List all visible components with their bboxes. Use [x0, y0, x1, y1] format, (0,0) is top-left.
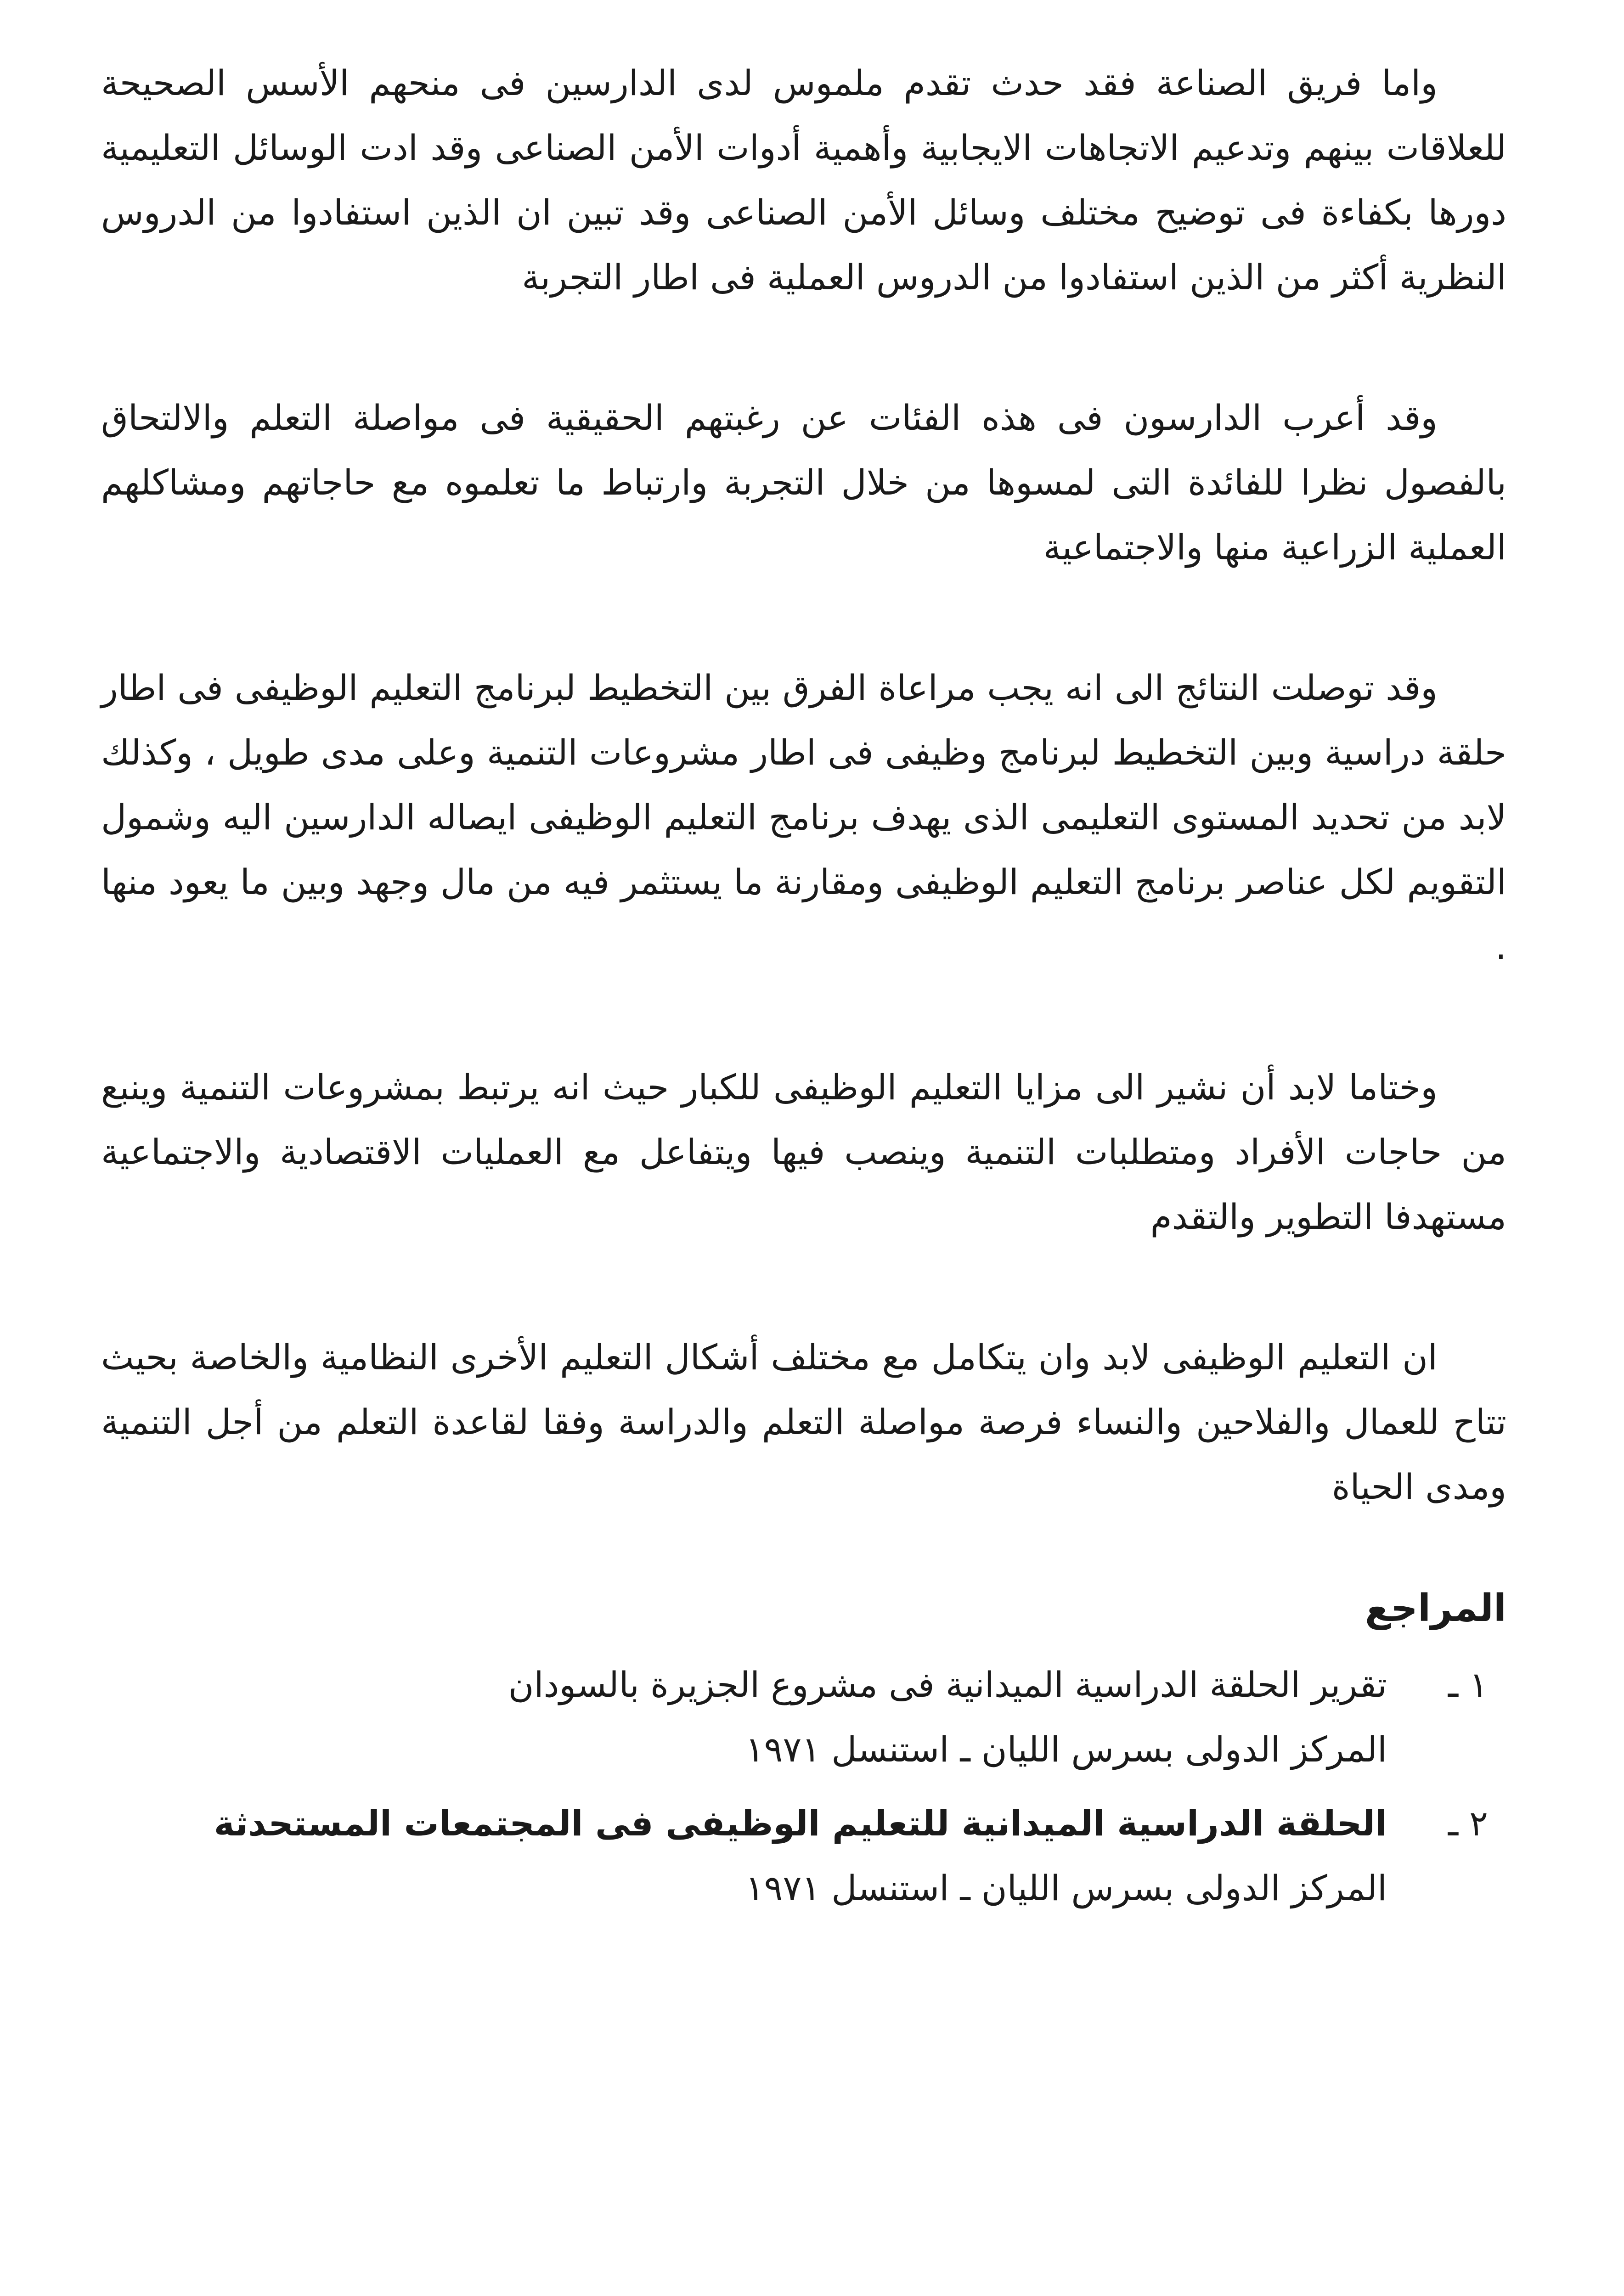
paragraph-learners-desire: وقد أعرب الدارسون فى هذه الفئات عن رغبتهم الحقيقية فى مواصلة التعلم والالتحاق بالفصول نظرا للفائدة التى لمسوها من خلال التجربة وارتباط ما تعلموه مع حاجاتهم ومشاكلهم العملية الزراعية منها والاجتماعية — [101, 397, 1506, 568]
paragraph-results: وقد توصلت النتائج الى انه يجب مراعاة الفرق بين التخطيط لبرنامج التعليم الوظيفى فى اطار حلقة دراسية وبين التخطيط لبرنامج وظيفى فى اطار مشروعات التنمية وعلى مدى طويل ، وكذلك لابد من تحديد المستوى التعليمى الذى يهدف برنامج التعليم الوظيفى ايصاله الدارسين اليه وشمول التقويم لكل عناصر برنامج التعليم الوظيفى ومقارنة ما يستثمر فيه من مال وجهد وبين ما يعود منها . — [101, 667, 1506, 967]
reference-number: ١ ـ — [1448, 1664, 1488, 1705]
reference-body — [101, 1791, 1387, 1920]
reference-item — [101, 1652, 1506, 1782]
reference-body — [101, 1652, 1387, 1782]
reference-publisher: المركز الدولى بسرس الليان ـ استنسل ١٩٧١ — [745, 1729, 1387, 1770]
reference-publisher: المركز الدولى بسرس الليان ـ استنسل ١٩٧١ — [745, 1868, 1387, 1908]
references-heading: المراجع — [1365, 1587, 1506, 1630]
paragraph-industry-team: واما فريق الصناعة فقد حدث تقدم ملموس لدى الدارسين فى منحهم الأسس الصحيحة للعلاقات بينهم وتدعيم الاتجاهات الايجابية وأهمية أدوات الأمن الصناعى وقد ادت الوسائل التعليمية دورها بكفاءة فى توضيح مختلف وسائل الأمن الصناعى وقد تبين ان الذين استفادوا من الدروس النظرية أكثر من الذين استفادوا من الدروس العملية فى اطار التجربة — [101, 62, 1506, 298]
paragraph-integration: ان التعليم الوظيفى لابد وان يتكامل مع مختلف أشكال التعليم الأخرى النظامية والخاصة بحيث تتاح للعمال والفلاحين والنساء فرصة مواصلة التعلم والدراسة وفقا لقاعدة التعلم من أجل التنمية ومدى الحياة — [101, 1337, 1506, 1507]
paragraph-conclusion: وختاما لابد أن نشير الى مزايا التعليم الوظيفى للكبار حيث انه يرتبط بمشروعات التنمية وينبع من حاجات الأفراد ومتطلبات التنمية وينصب فيها ويتفاعل مع العمليات الاقتصادية والاجتماعية مستهدفا التطوير والتقدم — [101, 1067, 1506, 1237]
page-content — [101, 51, 1506, 1930]
reference-item — [101, 1791, 1506, 1920]
reference-number: ٢ ـ — [1448, 1803, 1488, 1844]
reference-title: تقرير الحلقة الدراسية الميدانية فى مشروع الجزيرة بالسودان — [508, 1664, 1387, 1705]
reference-title: الحلقة الدراسية الميدانية للتعليم الوظيفى فى المجتمعات المستحدثة — [214, 1803, 1387, 1844]
